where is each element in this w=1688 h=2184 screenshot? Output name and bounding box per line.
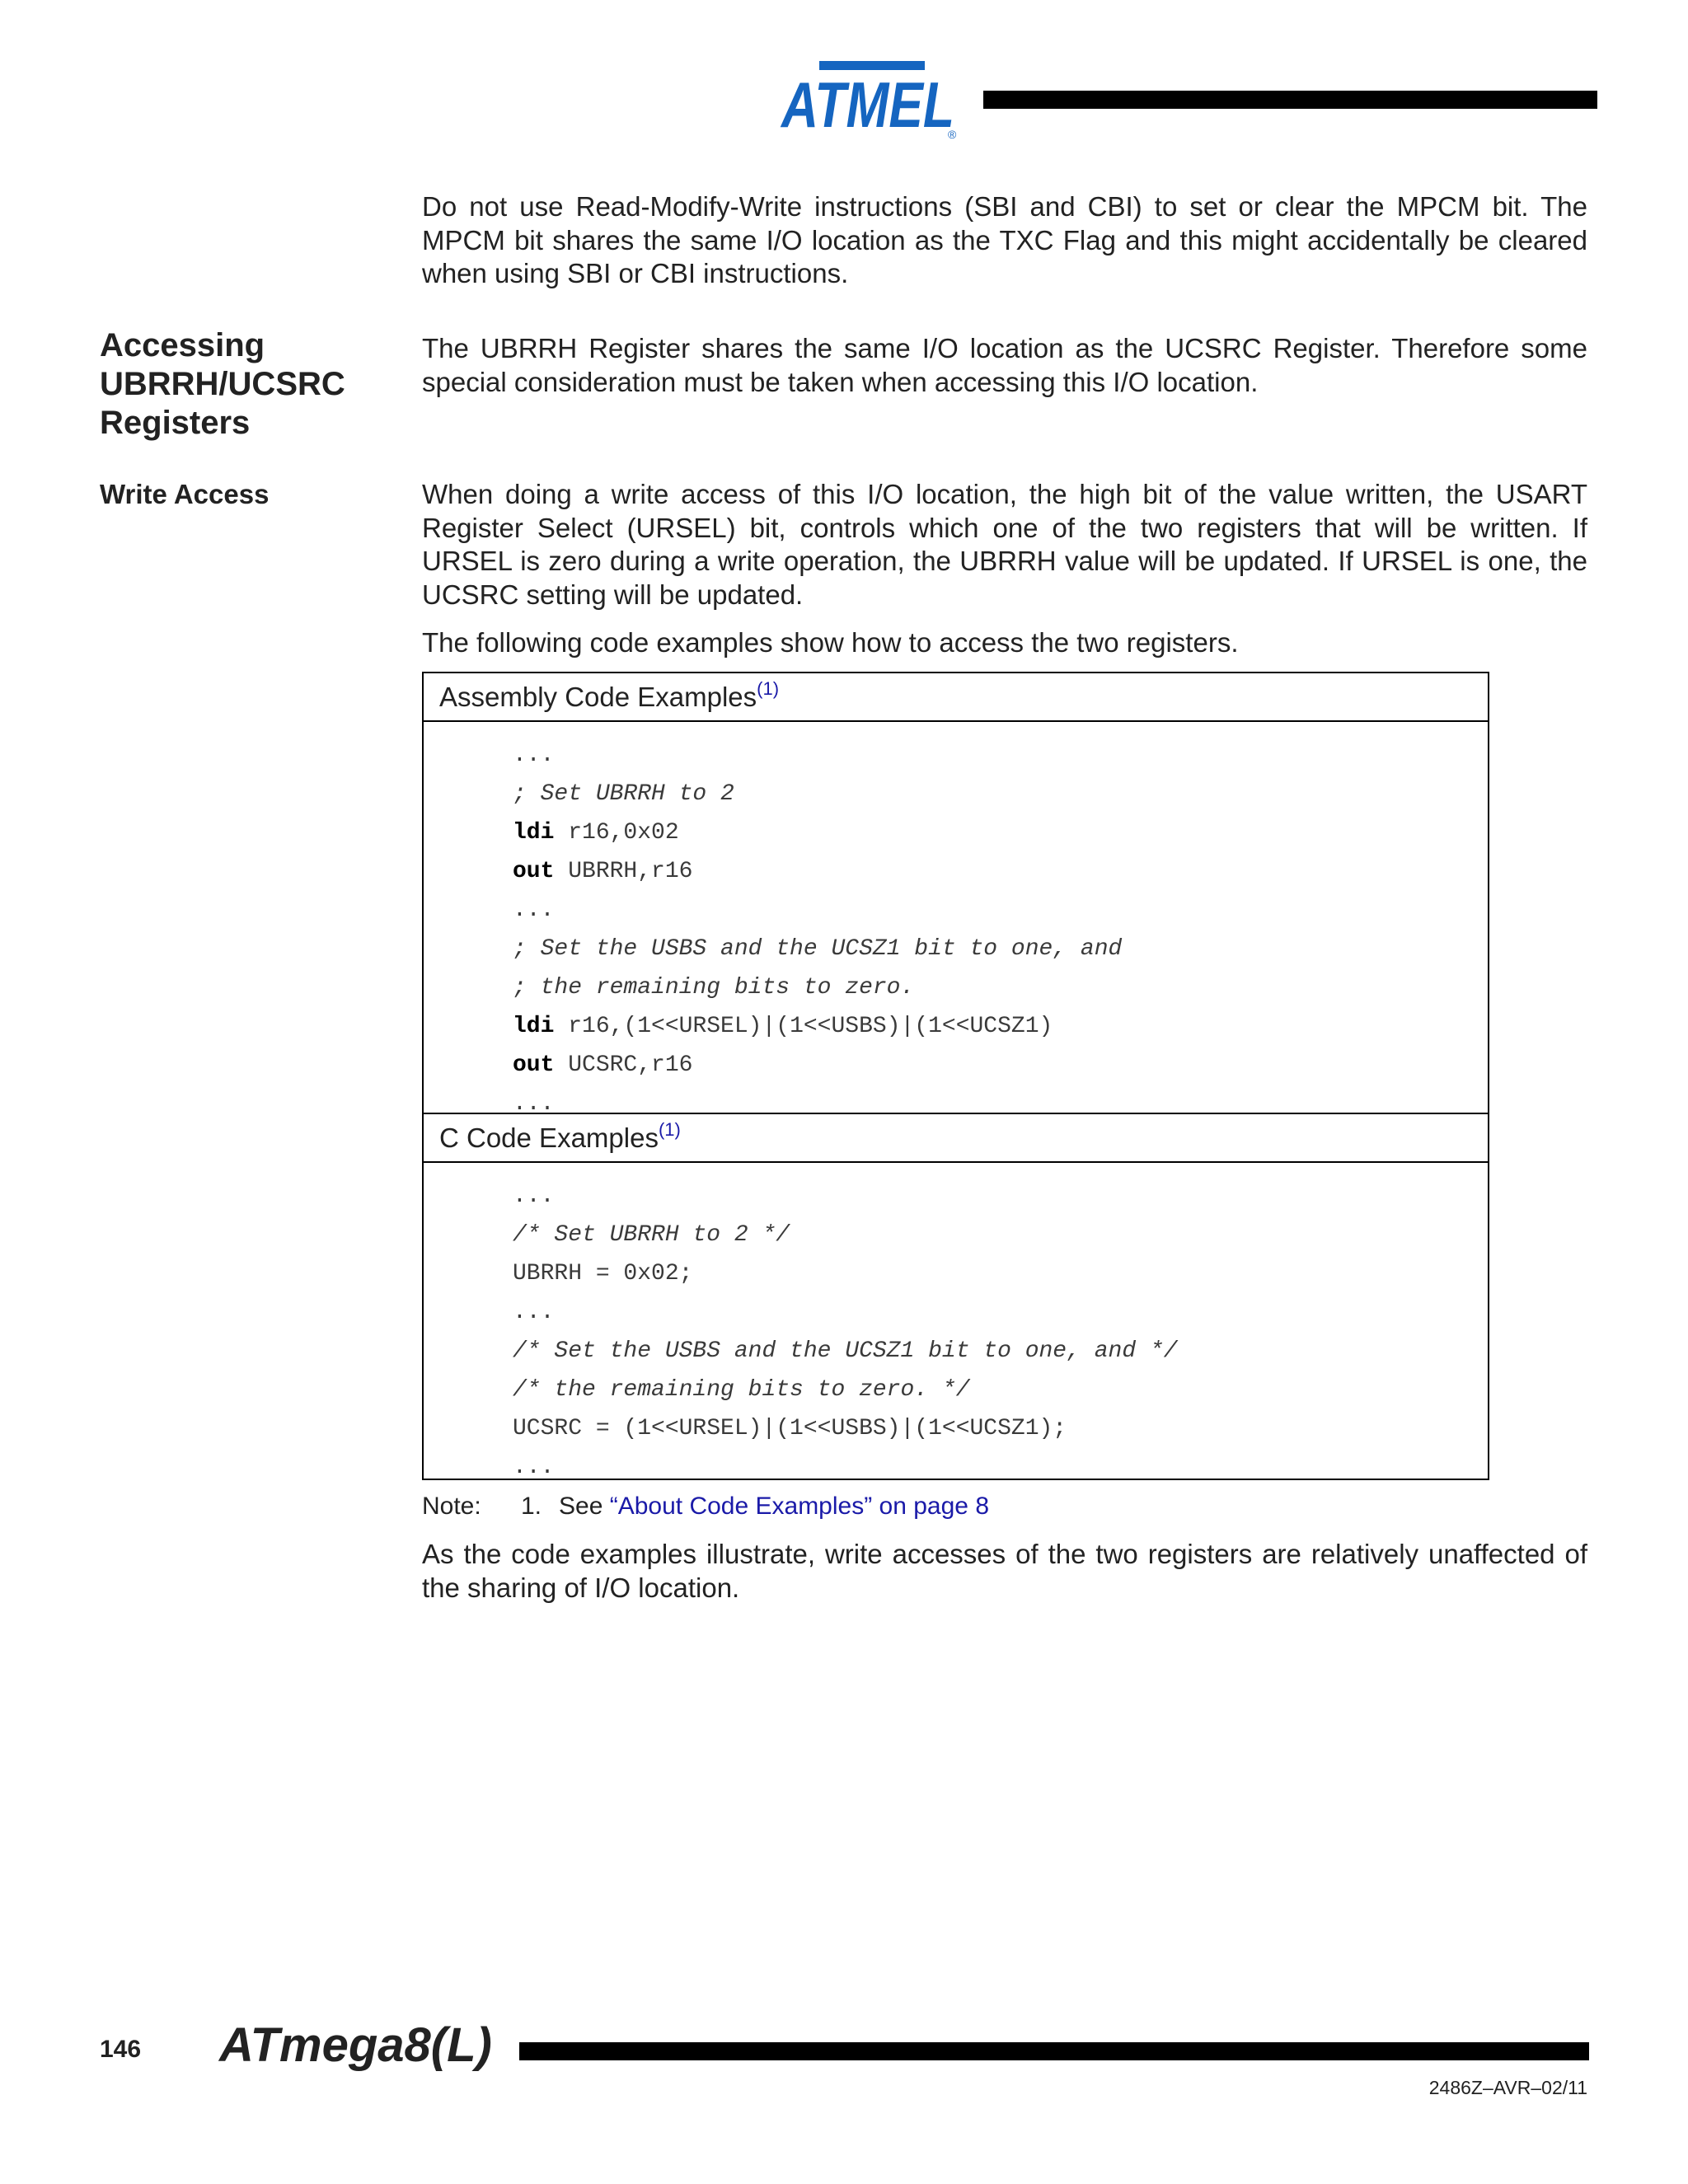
- code-line: [513, 1046, 1488, 1085]
- code-text: UCSRC = (1<<URSEL)|(1<<USBS)|(1<<UCSZ1);: [513, 1416, 1067, 1441]
- code-keyword: out: [513, 859, 555, 884]
- note-prefix: See: [559, 1493, 610, 1520]
- code-line: [513, 968, 1488, 1007]
- code-text: /* Set UBRRH to 2 */: [513, 1222, 790, 1248]
- conclusion-paragraph: As the code examples illustrate, write accesses of the two registers are relatively unaffected of the sharing of I/O location.: [422, 1539, 1587, 1603]
- code-line: [513, 1332, 1488, 1371]
- code-examples-table: [422, 672, 1489, 1480]
- logo-text: ATMEL: [780, 68, 954, 140]
- assembly-header: [424, 673, 1488, 722]
- note-label: Note:: [422, 1493, 481, 1520]
- code-keyword: out: [513, 1052, 555, 1078]
- code-text: r16,(1<<URSEL)|(1<<USBS)|(1<<UCSZ1): [554, 1014, 1053, 1039]
- code-line: [513, 1409, 1488, 1448]
- footer-title: ATmega8(L): [219, 2018, 492, 2072]
- subsection-heading: Write Access: [100, 479, 270, 509]
- code-text: ...: [513, 1300, 555, 1325]
- c-header: [424, 1114, 1488, 1163]
- footnote: [422, 1492, 989, 1521]
- write-access-paragraph: When doing a write access of this I/O location, the high bit of the value written, the USART Register Select (URSEL) bit, controls which one of the two registers that will be written. If URSEL is zero during a write operation, the UBRRH value will be updated. If URSEL is one, the UCSRC setting will be updated.: [422, 479, 1587, 610]
- code-keyword: ldi: [513, 1014, 555, 1039]
- code-text: UBRRH = 0x02;: [513, 1261, 693, 1286]
- assembly-code-block: [424, 722, 1488, 1117]
- footer-rule: [519, 2042, 1589, 2060]
- code-line: [513, 813, 1488, 852]
- code-text: UBRRH,r16: [554, 859, 693, 884]
- code-keyword: ldi: [513, 820, 555, 846]
- code-text: ...: [513, 743, 555, 768]
- code-line: [513, 1216, 1488, 1254]
- header-rule: [983, 91, 1597, 109]
- assembly-header-label: Assembly Code Examples: [439, 682, 757, 712]
- code-line: [513, 1254, 1488, 1293]
- code-line: [513, 1293, 1488, 1332]
- note-number: 1.: [521, 1493, 542, 1520]
- code-line: [513, 1371, 1488, 1409]
- logo-registered-mark: ®: [948, 128, 957, 140]
- code-text: r16,0x02: [554, 820, 679, 846]
- mpcm-warning-paragraph: Do not use Read-Modify-Write instructions (SBI and CBI) to set or clear the MPCM bit. The MPCM bit shares the same I/O location as the TXC Flag and this might accidentally be cleared when using SBI or CBI instructions.: [422, 191, 1587, 288]
- code-line: [513, 736, 1488, 775]
- code-text: UCSRC,r16: [554, 1052, 693, 1078]
- code-text: ...: [513, 1455, 555, 1480]
- document-id: 2486Z–AVR–02/11: [1428, 2077, 1587, 2098]
- code-text: ; Set UBRRH to 2: [513, 781, 734, 807]
- code-text: ; Set the USBS and the UCSZ1 bit to one, and: [513, 936, 1123, 962]
- code-line: [513, 775, 1488, 813]
- page-number: 146: [100, 2036, 142, 2063]
- section-heading: Accessing UBRRH/UCSRC Registers: [100, 327, 345, 441]
- code-text: ; the remaining bits to zero.: [513, 975, 915, 1001]
- atmel-logo: [773, 56, 963, 140]
- code-line: [513, 1177, 1488, 1216]
- code-line: [513, 930, 1488, 968]
- code-examples-link[interactable]: “About Code Examples” on page 8: [609, 1493, 990, 1520]
- code-text: /* the remaining bits to zero. */: [513, 1377, 970, 1403]
- c-footnote-ref[interactable]: (1): [658, 1119, 681, 1140]
- code-line: [513, 852, 1488, 891]
- code-text: ...: [513, 898, 555, 923]
- code-line: [513, 1448, 1488, 1487]
- code-text: /* Set the USBS and the UCSZ1 bit to one, and */: [513, 1338, 1178, 1364]
- c-code-block: [424, 1163, 1488, 1479]
- c-header-label: C Code Examples: [439, 1122, 659, 1153]
- code-text: ...: [513, 1183, 555, 1209]
- code-intro-paragraph: The following code examples show how to access the two registers.: [422, 627, 1239, 658]
- section-intro-paragraph: The UBRRH Register shares the same I/O location as the UCSRC Register. Therefore some special consideration must be taken when accessing this I/O location.: [422, 333, 1587, 397]
- code-line: [513, 891, 1488, 930]
- code-line: [513, 1007, 1488, 1046]
- assembly-footnote-ref[interactable]: (1): [757, 678, 780, 699]
- code-text: ...: [513, 1091, 555, 1117]
